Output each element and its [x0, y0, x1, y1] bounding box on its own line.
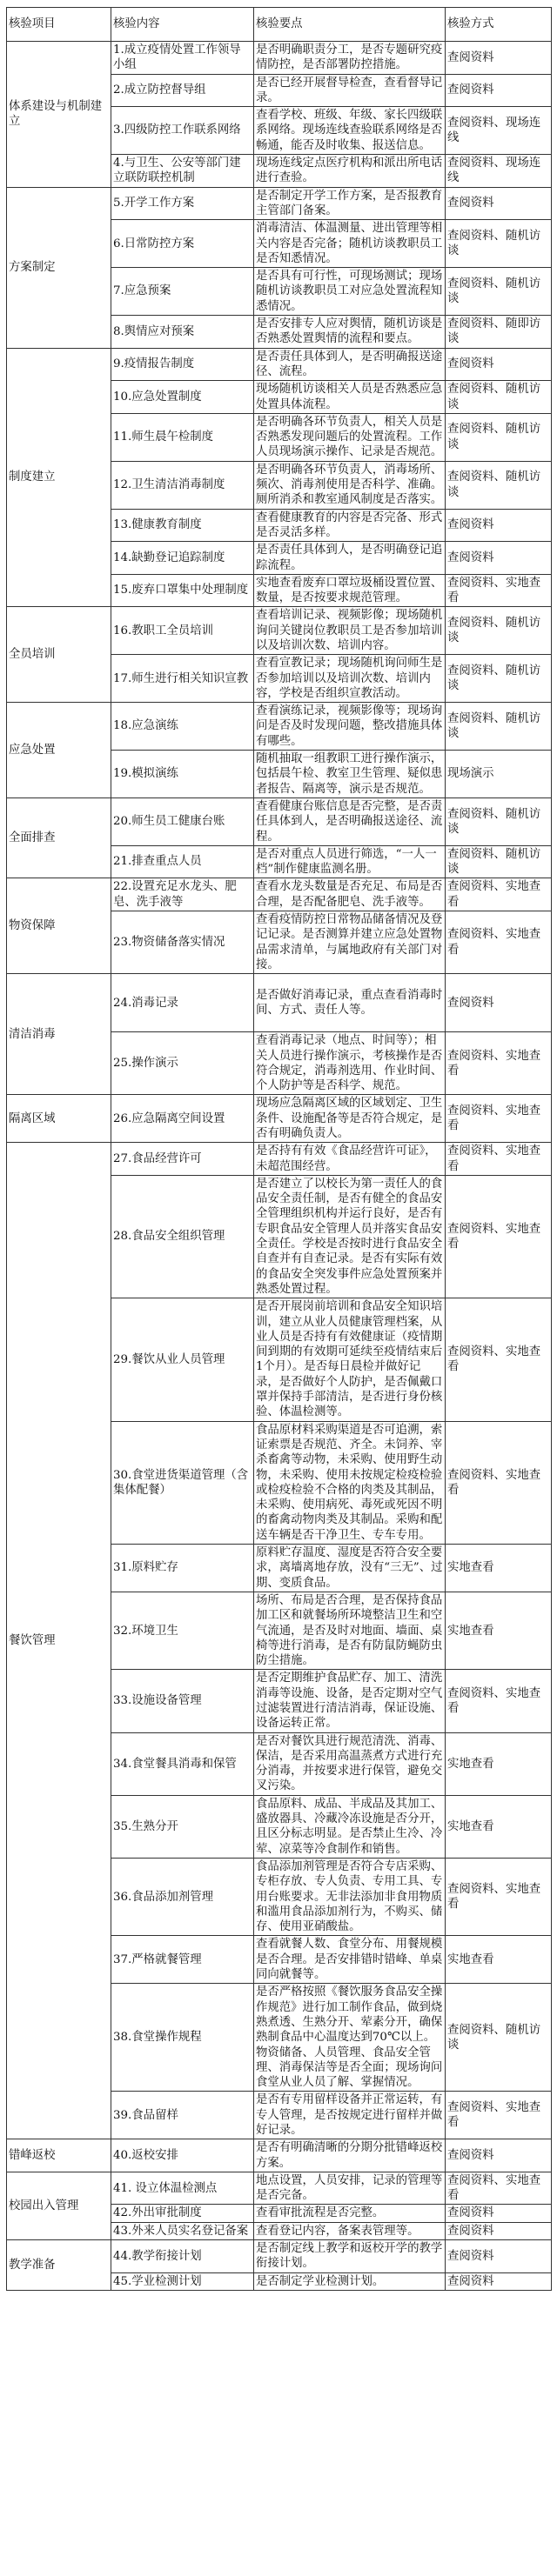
check-content: 43.外来人员实名登记备案	[111, 2222, 254, 2239]
check-points: 是否严格按照《餐饮服务食品安全操作规范》进行加工制作食品，做到烧熟煮透、生熟分开、荤素分开，确保熟制食品中心温度达到70℃以上。物资储备、人员管理、食品安全管理、消毒保洁等是否全面；现场询问食堂从业人员了解、掌握情况。	[254, 1984, 446, 2092]
item-category: 餐饮管理	[7, 1143, 111, 2139]
check-points: 是否制定线上教学和返校开学的教学衔接计划。	[254, 2240, 446, 2273]
check-method: 查阅资料、随机访谈	[446, 381, 552, 414]
header-content: 核验内容	[111, 8, 254, 42]
item-category: 隔离区域	[7, 1095, 111, 1143]
check-points: 场所、布局是否合理，是否保持食品加工区和就餐场所环境整洁卫生和空气流通，是否及时对地面、墙面、桌椅等进行消毒，是否有防鼠防蝇防虫防尘措施。	[254, 1592, 446, 1669]
check-method: 查阅资料、随即访谈	[446, 316, 552, 349]
check-content: 37.严格就餐管理	[111, 1936, 254, 1984]
check-method: 查阅资料	[446, 42, 552, 75]
check-method: 查阅资料	[446, 187, 552, 220]
check-method: 查阅资料、随机访谈	[446, 845, 552, 878]
check-points: 查看疫情防控日常物品储备情况及登记记录。是否测算并建立应急处置物品需求清单，与属地政府有关部门对接。	[254, 911, 446, 974]
header-method: 核验方式	[446, 8, 552, 42]
item-category: 错峰返校	[7, 2139, 111, 2172]
check-method: 查阅资料	[446, 542, 552, 575]
check-points: 查看就餐人数、食堂分布、用餐规模是否合理。是否安排错时错峰、单桌同向就餐等。	[254, 1936, 446, 1984]
check-content: 44.教学衔接计划	[111, 2240, 254, 2273]
check-content: 5.开学工作方案	[111, 187, 254, 220]
check-content: 13.健康教育制度	[111, 509, 254, 542]
table-row	[7, 2240, 552, 2273]
check-points: 是否明确各环节负责人，消毒场所、频次、消毒剂使用是否科学、准确。厕所消杀和教室通风制度是否落实。	[254, 461, 446, 509]
check-method: 查阅资料	[446, 2240, 552, 2273]
table-row	[7, 42, 552, 75]
table-row	[7, 2172, 552, 2205]
check-content: 35.生熟分开	[111, 1795, 254, 1858]
item-category: 应急处置	[7, 703, 111, 798]
check-content: 41. 设立体温检测点	[111, 2172, 254, 2205]
item-category: 全员培训	[7, 607, 111, 703]
check-points: 消毒清洁、体温测量、进出管理等相关内容是否完备；随机访谈教职员工是否知悉情况。	[254, 220, 446, 268]
table-row	[7, 187, 552, 220]
check-points: 食品添加剂管理是否符合专店采购、专柜存放、专人负责、专用工具、专用台账要求。无非法添加非食用物质和滥用食品添加剂行为，不购买、储存、使用亚硝酸盐。	[254, 1858, 446, 1935]
table-row	[7, 607, 552, 655]
check-points: 查看消毒记录（地点、时间等）；相关人员进行操作演示，考核操作是否符合规定，消毒剂选用、作业时间、个人防护等是否科学、规范。	[254, 1032, 446, 1095]
check-method: 查阅资料、随机访谈	[446, 797, 552, 845]
table-body	[7, 8, 552, 2291]
check-points: 查看登记内容，备案表管理等。	[254, 2222, 446, 2239]
check-points: 现场随机访谈相关人员是否熟悉应急处置具体流程。	[254, 381, 446, 414]
check-points: 是否安排专人应对舆情，随机访谈是否熟悉处置舆情的流程和要点。	[254, 316, 446, 349]
check-method: 查阅资料、实地查看	[446, 1143, 552, 1176]
check-method: 现场演示	[446, 751, 552, 798]
check-method: 实地查看	[446, 1592, 552, 1669]
check-method: 实地查看	[446, 1795, 552, 1858]
table-row	[7, 1095, 552, 1143]
check-points: 是否有明确清晰的分期分批错峰返校方案。	[254, 2139, 446, 2172]
check-method: 查阅资料、实地查看	[446, 1095, 552, 1143]
check-method: 查阅资料、实地查看	[446, 1421, 552, 1544]
check-method: 查阅资料、现场连线	[446, 107, 552, 155]
check-method: 查阅资料、随机访谈	[446, 413, 552, 461]
item-category: 体系建设与机制建 立	[7, 42, 111, 188]
check-points: 查看健康台账信息是否完整，是否责任具体到人，是否明确报送途径、流程。	[254, 797, 446, 845]
check-method: 查阅资料、随机访谈	[446, 703, 552, 751]
check-content: 23.物资储备落实情况	[111, 911, 254, 974]
check-content: 24.消毒记录	[111, 974, 254, 1032]
check-content: 11.师生晨午检制度	[111, 413, 254, 461]
header-points: 核验要点	[254, 8, 446, 42]
item-category: 校园出入管理	[7, 2172, 111, 2239]
check-method: 实地查看	[446, 1936, 552, 1984]
check-content: 45.学业检测计划	[111, 2272, 254, 2290]
check-content: 15.废弃口罩集中处理制度	[111, 574, 254, 607]
check-points: 是否具有可行性，可现场测试；现场随机访谈教职员工对应急处置流程知悉情况。	[254, 268, 446, 316]
check-points: 查看宣教记录；现场随机询问师生是否参加培训以及培训次数、培训内容，学校是否组织宣教活动。	[254, 655, 446, 703]
table-row	[7, 1143, 552, 1176]
check-content: 1.成立疫情处置工作领导小组	[111, 42, 254, 75]
check-points: 是否有专用留样设备并正常运转，有专人管理，是否按规定进行留样并做好记录。	[254, 2092, 446, 2139]
check-points: 查看审批流程是否完整。	[254, 2205, 446, 2222]
check-content: 14.缺勤登记追踪制度	[111, 542, 254, 575]
check-method: 查阅资料	[446, 2205, 552, 2222]
check-content: 39.食品留样	[111, 2092, 254, 2139]
check-points: 查看水龙头数量是否充足、布局是否合理，是否配备肥皂、洗手液等。	[254, 878, 446, 911]
check-points: 是否制定开学工作方案，是否报教育主管部门备案。	[254, 187, 446, 220]
header-item: 核验项目	[7, 8, 111, 42]
check-content: 21.排查重点人员	[111, 845, 254, 878]
item-category: 方案制定	[7, 187, 111, 348]
check-points: 是否明确各环节负责人，相关人员是否熟悉发现问题后的处置流程。工作人员现场演示操作、记录是否规范。	[254, 413, 446, 461]
check-method: 实地查看	[446, 1732, 552, 1795]
check-content: 28.食品安全组织管理	[111, 1175, 254, 1298]
check-method: 查阅资料、现场连线	[446, 155, 552, 188]
check-method: 查阅资料	[446, 2222, 552, 2239]
check-method: 查阅资料、实地查看	[446, 911, 552, 974]
check-content: 3.四级防控工作联系网络	[111, 107, 254, 155]
check-points: 现场连线定点医疗机构和派出所电话进行查验。	[254, 155, 446, 188]
check-method: 查阅资料、实地查看	[446, 2092, 552, 2139]
check-method: 查阅资料、随机访谈	[446, 461, 552, 509]
table-row	[7, 2139, 552, 2172]
check-content: 4.与卫生、公安等部门建立联防联控机制	[111, 155, 254, 188]
check-method: 查阅资料、随机访谈	[446, 1984, 552, 2092]
table-row	[7, 878, 552, 911]
check-method: 查阅资料、实地查看	[446, 878, 552, 911]
check-content: 18.应急演练	[111, 703, 254, 751]
check-content: 40.返校安排	[111, 2139, 254, 2172]
check-points: 查看学校、班级、年级、家长四级联系网络。现场连线查验联系网络是否畅通，能否及时收集、报送信息。	[254, 107, 446, 155]
check-points: 是否持有有效《食品经营许可证》，未超范围经营。	[254, 1143, 446, 1176]
check-points: 是否做好消毒记录，重点查看消毒时间、方式、责任人等。	[254, 974, 446, 1032]
check-method: 查阅资料	[446, 74, 552, 107]
check-method: 查阅资料、实地查看	[446, 574, 552, 607]
check-points: 随机抽取一组教职工进行操作演示，包括晨午检、教室卫生管理、疑似患者报告、隔离等，演示是否规范。	[254, 751, 446, 798]
check-content: 38.食堂操作规程	[111, 1984, 254, 2092]
item-category: 物资保障	[7, 878, 111, 974]
check-content: 2.成立防控督导组	[111, 74, 254, 107]
check-content: 16.教职工全员培训	[111, 607, 254, 655]
check-method: 查阅资料	[446, 2139, 552, 2172]
item-category: 制度建立	[7, 348, 111, 607]
check-method: 查阅资料、随机访谈	[446, 268, 552, 316]
check-content: 27.食品经营许可	[111, 1143, 254, 1176]
check-content: 22.设置充足水龙头、肥皂、洗手液等	[111, 878, 254, 911]
check-method: 查阅资料、随机访谈	[446, 655, 552, 703]
check-method: 查阅资料、实地查看	[446, 2172, 552, 2205]
table-row	[7, 974, 552, 1032]
check-content: 12.卫生清洁消毒制度	[111, 461, 254, 509]
table-header-row	[7, 8, 552, 42]
table-row	[7, 348, 552, 381]
check-points: 是否开展岗前培训和食品安全知识培训，建立从业人员健康管理档案，从业人员是否持有有效健康证（疫情期间到期的有效期可延续至疫情结束后1个月）。是否每日晨检并做好记录，是否做好个人防护，是否佩戴口罩并保持手部清洁，是否进行身份核验、体温检测等。	[254, 1298, 446, 1421]
check-points: 是否已经开展督导检查，查看督导记录。	[254, 74, 446, 107]
check-method: 查阅资料、实地查看	[446, 1298, 552, 1421]
check-method: 查阅资料、随机访谈	[446, 607, 552, 655]
check-method: 查阅资料、实地查看	[446, 1858, 552, 1935]
item-category: 全面排查	[7, 797, 111, 878]
check-content: 29.餐饮从业人员管理	[111, 1298, 254, 1421]
check-points: 是否对重点人员进行筛选，“一人一档”制作健康监测名册。	[254, 845, 446, 878]
check-method: 查阅资料、实地查看	[446, 1175, 552, 1298]
check-content: 6.日常防控方案	[111, 220, 254, 268]
check-method: 查阅资料、随机访谈	[446, 220, 552, 268]
check-points: 是否建立了以校长为第一责任人的食品安全责任制，是否有健全的食品安全管理组织机构并运行良好，是否有专职食品安全管理人员并落实食品安全责任。学校是否按时进行食品安全自查并有自查记录。是否有实际有效的食品安全突发事件应急处置预案并熟悉处置过程。	[254, 1175, 446, 1298]
check-content: 9.疫情报告制度	[111, 348, 254, 381]
check-content: 19.模拟演练	[111, 751, 254, 798]
check-content: 17.师生进行相关知识宣教	[111, 655, 254, 703]
check-points: 实地查看废弃口罩垃圾桶设置位置、数量，是否按要求规范管理。	[254, 574, 446, 607]
check-content: 7.应急预案	[111, 268, 254, 316]
check-points: 食品原材料采购渠道是否可追溯，索证索票是否规范、齐全。未饲养、宰杀畜禽等动物，未采购、使用野生动物，未采购、使用未按规定检疫检验或检疫检验不合格的肉类及其制品，未采购、使用病死、毒死或死因不明的畜禽动物肉类及其制品。采购和配送车辆是否干净卫生、专车专用。	[254, 1421, 446, 1544]
check-content: 42.外出审批制度	[111, 2205, 254, 2222]
check-method: 查阅资料	[446, 974, 552, 1032]
check-points: 是否定期维护食品贮存、加工、清洗消毒等设施、设备，是否定期对空气过滤装置进行清洁消毒，保证设施、设备运转正常。	[254, 1670, 446, 1732]
check-points: 是否责任具体到人，是否明确登记追踪流程。	[254, 542, 446, 575]
check-method: 查阅资料	[446, 509, 552, 542]
check-points: 原料贮存温度、湿度是否符合安全要求，离墙离地存放，没有“三无”、过期、变质食品。	[254, 1545, 446, 1592]
check-method: 查阅资料、实地查看	[446, 1670, 552, 1732]
check-content: 8.舆情应对预案	[111, 316, 254, 349]
table-row	[7, 797, 552, 845]
check-content: 32.环境卫生	[111, 1592, 254, 1669]
check-points: 是否制定学业检测计划。	[254, 2272, 446, 2290]
check-points: 是否责任具体到人，是否明确报送途径、流程。	[254, 348, 446, 381]
check-method: 实地查看	[446, 1545, 552, 1592]
check-points: 查看演练记录，视频影像等；现场询问是否及时发现问题，整改措施具体有哪些。	[254, 703, 446, 751]
check-points: 现场应急隔离区域的区域划定、卫生条件、设施配备等是否符合规定，是否有明确负责人。	[254, 1095, 446, 1143]
check-points: 查看培训记录、视频影像；现场随机询问关键岗位教职员工是否参加培训以及培训次数、培训内容。	[254, 607, 446, 655]
table-row	[7, 703, 552, 751]
check-content: 33.设施设备管理	[111, 1670, 254, 1732]
check-content: 36.食品添加剂管理	[111, 1858, 254, 1935]
check-method: 查阅资料、实地查看	[446, 1032, 552, 1095]
check-content: 31.原料贮存	[111, 1545, 254, 1592]
check-points: 是否明确职责分工，是否专题研究疫情防控，是否部署防控措施。	[254, 42, 446, 75]
check-points: 地点设置，人员安排，记录的管理等是否完备。	[254, 2172, 446, 2205]
check-content: 26.应急隔离空间设置	[111, 1095, 254, 1143]
check-points: 食品原料、成品、半成品及其加工、盛放器具、冷藏冷冻设施是否分开，且区分标志明显。是否禁止生冷、冷荤、凉菜等冷食制作和销售。	[254, 1795, 446, 1858]
check-content: 30.食堂进货渠道管理（含集体配餐）	[111, 1421, 254, 1544]
check-method: 查阅资料	[446, 2272, 552, 2290]
check-content: 34.食堂餐具消毒和保管	[111, 1732, 254, 1795]
item-category: 清洁消毒	[7, 974, 111, 1095]
verification-table	[6, 7, 552, 2291]
check-content: 20.师生员工健康台账	[111, 797, 254, 845]
item-category: 教学准备	[7, 2240, 111, 2291]
check-content: 10.应急处置制度	[111, 381, 254, 414]
check-method: 查阅资料	[446, 348, 552, 381]
check-points: 查看健康教育的内容是否完备、形式是否灵活多样。	[254, 509, 446, 542]
check-points: 是否对餐饮具进行规范清洗、消毒、保洁，是否采用高温蒸煮方式进行充分消毒，并按要求进行保管，避免交叉污染。	[254, 1732, 446, 1795]
check-content: 25.操作演示	[111, 1032, 254, 1095]
